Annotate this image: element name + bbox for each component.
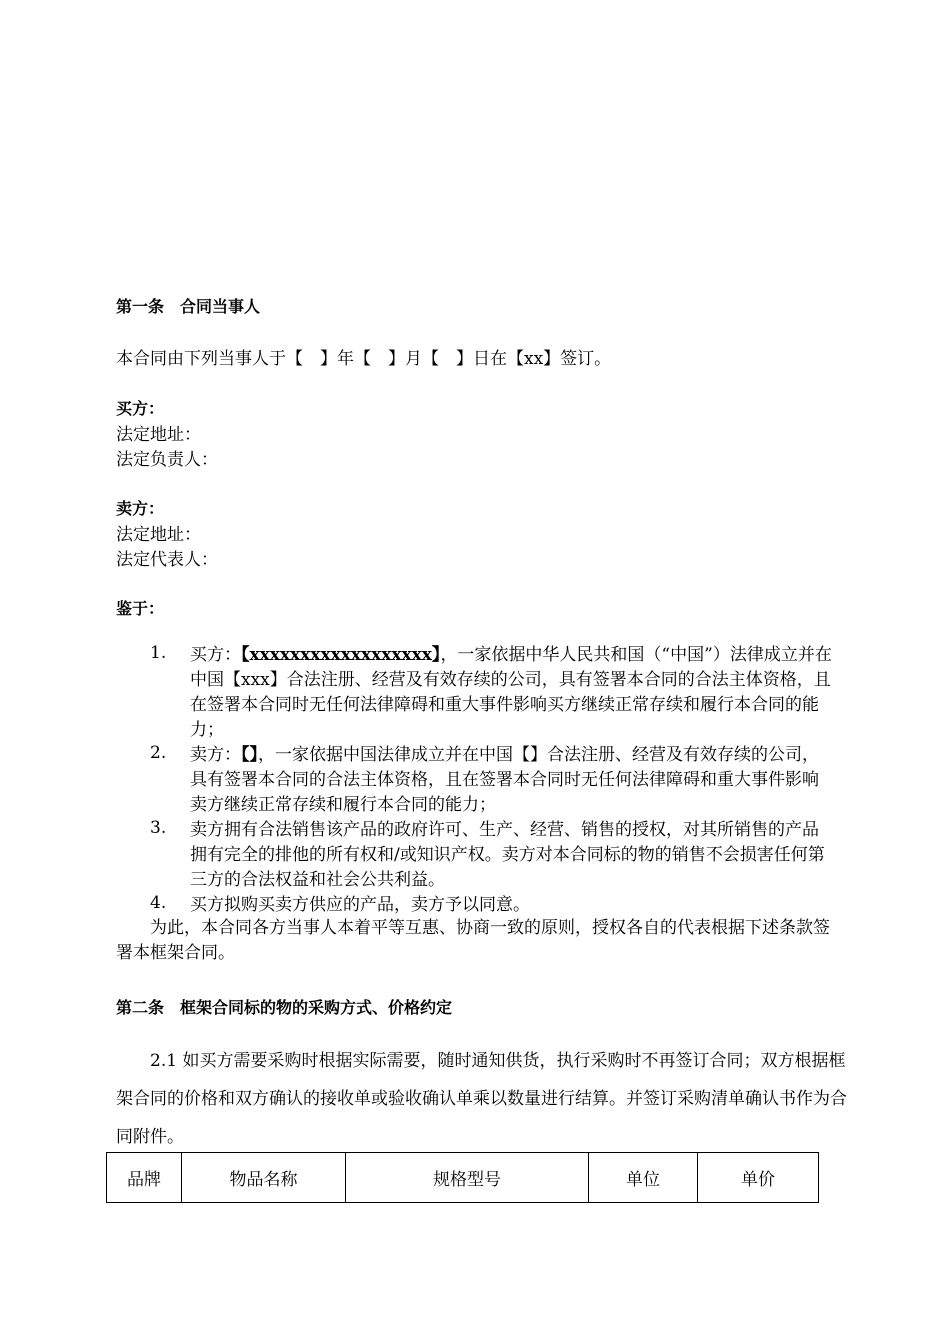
seller-name-placeholder: 【】	[241, 745, 258, 765]
table-header-item-name: 物品名称	[182, 1153, 346, 1203]
table-header-brand: 品牌	[107, 1153, 182, 1203]
item-text: ，一家依据中华人民共和国（“中国”）法律成立并在中国【xxx】合法注册、经营及有效存续的公司，具有签署本合同的合法主体资格，且在签署本合同时无任何法律障碍和重大事件影响买方继续正常存续和履行本合同的能力；	[190, 645, 832, 740]
buyer-name-placeholder: 【xxxxxxxxxxxxxxxxxx】	[241, 645, 441, 665]
item-text: 卖方拥有合法销售该产品的政府许可、生产、经营、销售的授权，对其所销售的产品拥有完全的排他的所有权和/或知识产权。卖方对本合同标的物的销售不会损害任何第三方的合法权益和社会公共利益。	[190, 820, 825, 890]
buyer-address-label: 法定地址：	[116, 425, 201, 445]
list-number: 1.	[150, 643, 167, 663]
buyer-responsible-label: 法定负责人：	[116, 450, 218, 470]
item-text: 买方拟购买卖方供应的产品，卖方予以同意。	[190, 895, 530, 915]
table-header-unit: 单位	[589, 1153, 698, 1203]
seller-address-label: 法定地址：	[116, 525, 201, 545]
seller-label: 卖方：	[116, 499, 165, 518]
buyer-label: 买方：	[116, 399, 165, 418]
list-number: 2.	[150, 743, 167, 763]
table-header-unit-price: 单价	[698, 1153, 819, 1203]
clause-2-1: 2.1 如买方需要采购时根据实际需要，随时通知供货，执行采购时不再签订合同；双方根据框架合同的价格和双方确认的接收单或验收确认单乘以数量进行结算。并签订采购清单确认书作为合同附件。	[116, 1051, 847, 1147]
list-number: 3.	[150, 818, 167, 838]
seller-representative-label: 法定代表人：	[116, 550, 218, 570]
item-prefix: 卖方：	[190, 745, 241, 765]
whereas-conclusion: 为此，本合同各方当事人本着平等互惠、协商一致的原则，授权各自的代表根据下述条款签署本框架合同。	[116, 918, 830, 963]
whereas-label: 鉴于：	[116, 599, 165, 618]
article-1-heading: 第一条 合同当事人	[116, 297, 261, 316]
table-header-row	[107, 1153, 819, 1203]
items-table	[106, 1152, 819, 1203]
item-prefix: 买方：	[190, 645, 241, 665]
table-header-spec-model: 规格型号	[346, 1153, 589, 1203]
article-1-intro: 本合同由下列当事人于【 】年【 】月【 】日在【xx】签订。	[116, 349, 612, 369]
list-number: 4.	[150, 893, 167, 913]
item-text: ，一家依据中国法律成立并在中国【】合法注册、经营及有效存续的公司，具有签署本合同的合法主体资格，且在签署本合同时无任何法律障碍和重大事件影响卖方继续正常存续和履行本合同的能力；	[190, 745, 819, 815]
article-2-heading: 第二条 框架合同标的物的采购方式、价格约定	[116, 998, 453, 1017]
